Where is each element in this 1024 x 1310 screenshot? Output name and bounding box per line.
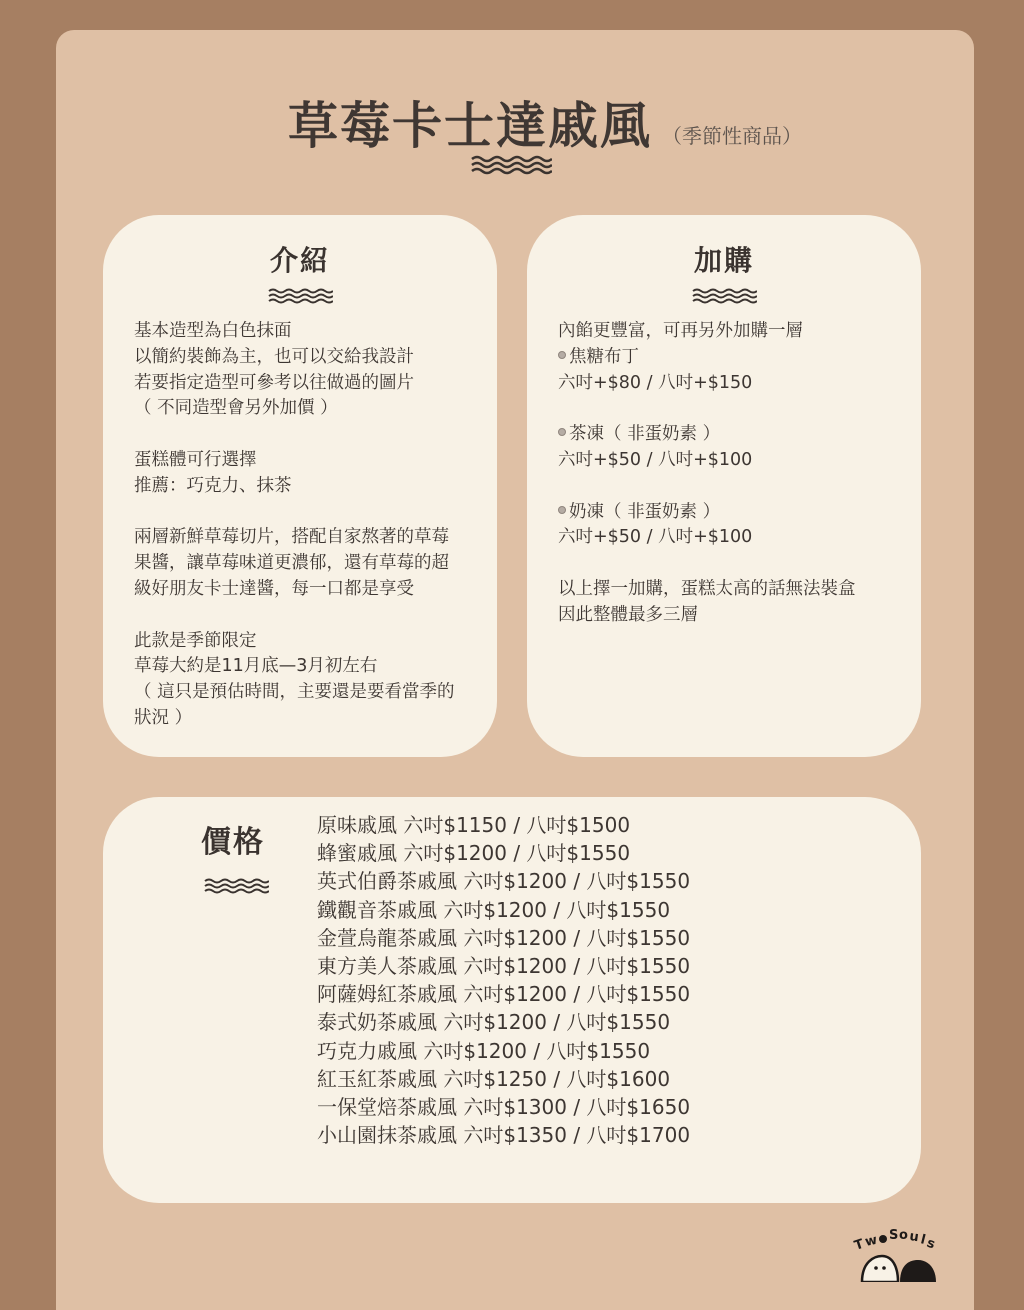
intro-line [134, 603, 479, 629]
addon-line [558, 396, 903, 422]
addon-body [558, 319, 903, 629]
svg-text:T: T [852, 1236, 866, 1254]
price-item: 原味戚風 六吋$1150 / 八吋$1500 [317, 813, 631, 837]
intro-line: 推薦：巧克力、抹茶 [134, 475, 292, 496]
svg-text:S: S [889, 1228, 899, 1243]
intro-line: 草莓大約是11月底—3月初左右 [134, 656, 378, 677]
intro-line: 此款是季節限定 [134, 630, 257, 651]
price-item: 紅玉紅茶戚風 六吋$1250 / 八吋$1600 [317, 1066, 671, 1091]
addon-option-line [558, 500, 903, 526]
intro-line [134, 500, 479, 526]
price-item: 金萱烏龍茶戚風 六吋$1200 / 八吋$1550 [317, 925, 691, 950]
addon-line [558, 551, 903, 577]
price-item: 英式伯爵茶戚風 六吋$1200 / 八吋$1550 [317, 869, 691, 894]
intro-line: 以簡約裝飾為主，也可以交給我設計 [134, 346, 414, 367]
price-item: 巧克力戚風 六吋$1200 / 八吋$1550 [317, 1038, 651, 1063]
addon-line: 因此整體最多三層 [558, 604, 698, 625]
bullet-icon [558, 428, 566, 436]
addon-line: 以上擇一加購，蛋糕太高的話無法裝盒 [558, 578, 856, 599]
bullet-icon [558, 506, 566, 514]
title-row [56, 86, 974, 158]
menu-sheet [56, 30, 974, 1310]
intro-line: 狀況 ） [134, 707, 193, 728]
price-item: 阿薩姆紅茶戚風 六吋$1200 / 八吋$1550 [317, 982, 691, 1007]
intro-line: 若要指定造型可參考以往做過的圖片 [134, 372, 414, 393]
addon-line: 六吋+$50 / 八吋+$100 [558, 527, 753, 548]
price-heading: 價格 [201, 825, 265, 860]
intro-line: （ 不同造型會另外加價 ） [134, 398, 338, 419]
price-item: 一保堂焙茶戚風 六吋$1300 / 八吋$1650 [317, 1095, 691, 1120]
intro-line: 果醬，讓草莓味道更濃郁，還有草莓的超 [134, 553, 449, 574]
price-card [103, 797, 921, 1203]
page-subtitle: （季節性商品） [662, 124, 802, 148]
addon-card [527, 215, 921, 757]
intro-line: 蛋糕體可行選擇 [134, 449, 257, 470]
addon-option-line [558, 422, 903, 448]
svg-text:l: l [919, 1232, 927, 1248]
intro-line: 基本造型為白色抹面 [134, 321, 292, 341]
intro-line: 兩層新鮮草莓切片，搭配自家熬著的草莓 [134, 527, 449, 548]
intro-body [134, 319, 479, 732]
price-item: 小山園抹茶戚風 六吋$1350 / 八吋$1700 [317, 1123, 691, 1148]
addon-option-line [558, 345, 903, 371]
price-list [317, 811, 690, 1149]
page-title: 草莓卡士達戚風 [288, 97, 652, 155]
svg-text:s: s [924, 1235, 938, 1253]
intro-card [103, 215, 497, 757]
addon-option-name: 茶凍（ 非蛋奶素 ） [569, 424, 721, 445]
svg-text:w: w [863, 1232, 879, 1250]
price-item: 泰式奶茶戚風 六吋$1200 / 八吋$1550 [317, 1010, 671, 1035]
intro-line: 級好朋友卡士達醬，每一口都是享受 [134, 578, 414, 599]
addon-option-name: 奶凍（ 非蛋奶素 ） [569, 501, 721, 522]
twosouls-logo [850, 1222, 950, 1282]
addon-heading: 加購 [693, 244, 754, 277]
addon-wave-divider [691, 287, 757, 305]
intro-line: （ 這只是預估時間，主要還是要看當季的 [134, 682, 455, 703]
svg-text:u: u [908, 1229, 920, 1246]
intro-line [134, 422, 479, 448]
svg-text:o: o [899, 1228, 908, 1243]
addon-line: 六吋+$80 / 八吋+$150 [558, 372, 753, 393]
addon-line: 內餡更豐富，可再另外加購一層 [558, 321, 803, 341]
addon-line: 六吋+$50 / 八吋+$100 [558, 449, 753, 470]
addon-line [558, 474, 903, 500]
title-wave-divider [470, 154, 552, 176]
price-wave-divider [203, 877, 269, 895]
price-item: 蜂蜜戚風 六吋$1200 / 八吋$1550 [317, 841, 631, 866]
intro-heading: 介紹 [269, 244, 330, 277]
price-item: 東方美人茶戚風 六吋$1200 / 八吋$1550 [317, 954, 691, 979]
bullet-icon [558, 351, 566, 359]
addon-option-name: 焦糖布丁 [569, 346, 639, 367]
price-item: 鐵觀音茶戚風 六吋$1200 / 八吋$1550 [317, 897, 671, 922]
intro-wave-divider [267, 287, 333, 305]
